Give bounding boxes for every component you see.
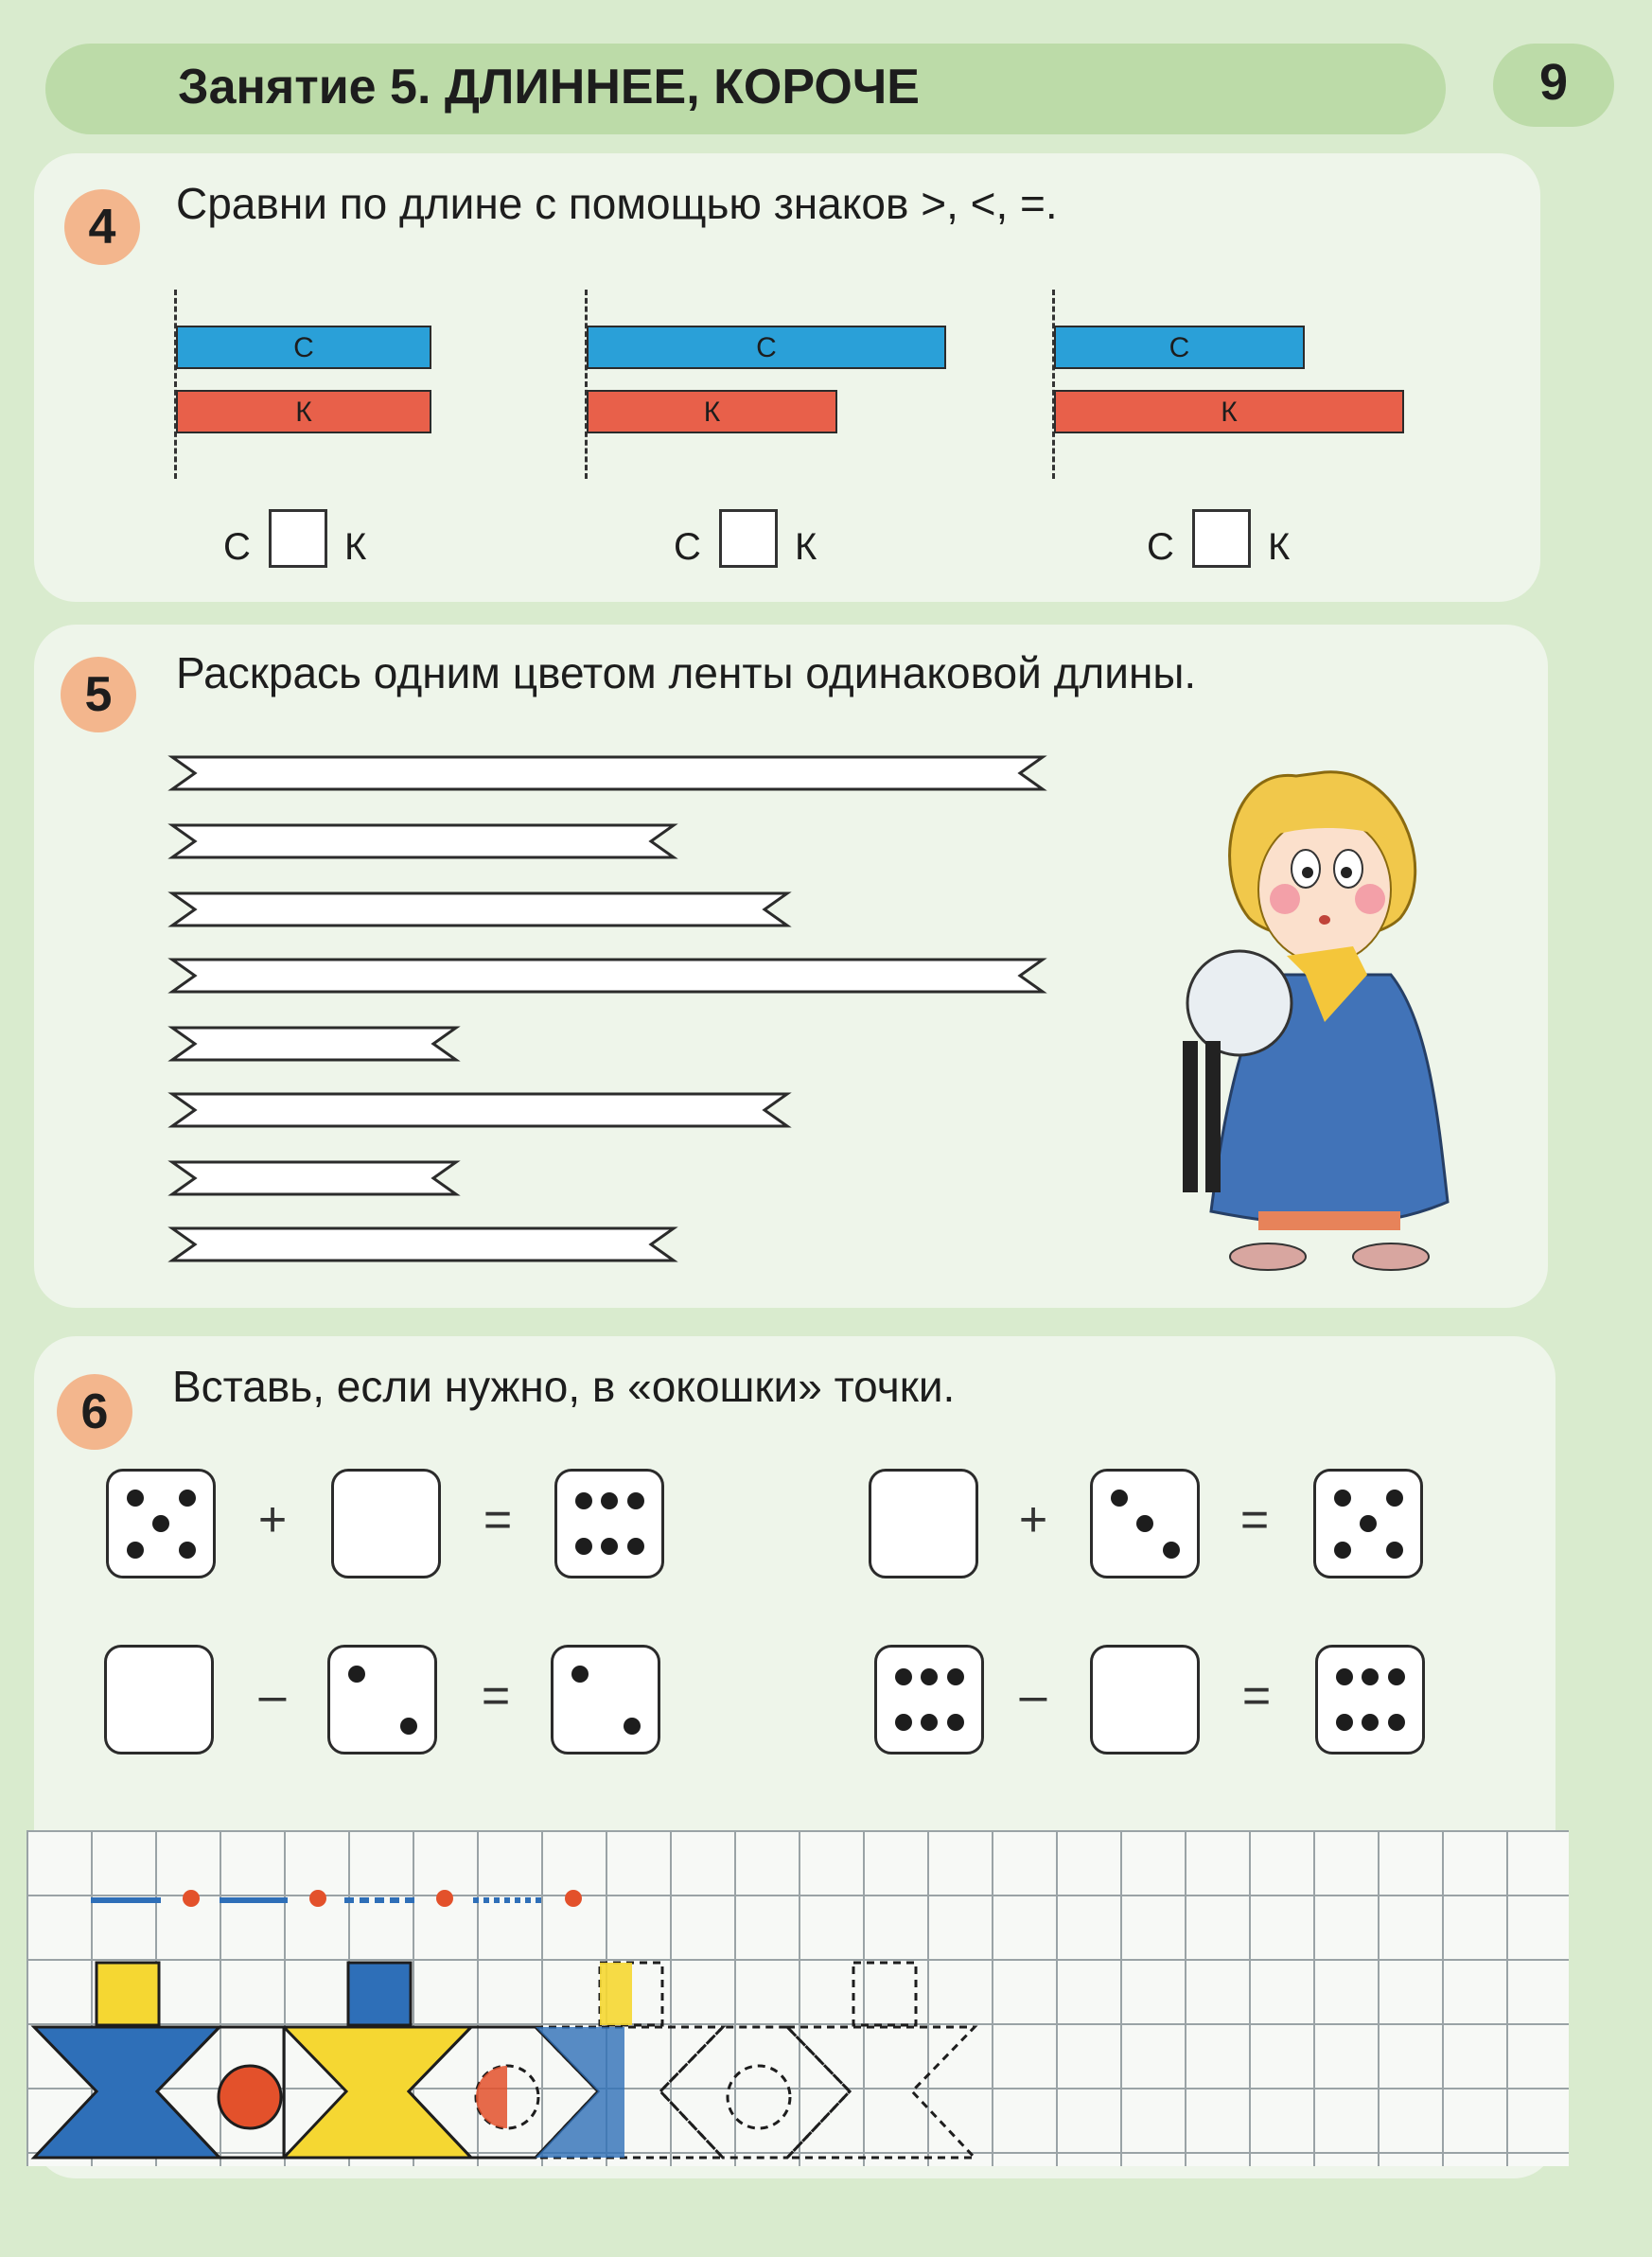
strip-label: К xyxy=(703,397,721,428)
strip-label: К xyxy=(1221,397,1238,428)
strip-label: К xyxy=(295,397,312,428)
square-shape xyxy=(348,1963,411,2025)
compare-left-label: С xyxy=(223,526,251,568)
hourglass-shape xyxy=(284,2027,471,2158)
task5-number: 5 xyxy=(61,657,136,732)
strip-label: С xyxy=(293,332,314,363)
sequence-dot xyxy=(309,1890,326,1907)
hourglass-partial-fill xyxy=(536,2027,624,2158)
compare-right-label: К xyxy=(1268,526,1291,568)
equals-sign: = xyxy=(1239,1492,1270,1547)
strip-label: С xyxy=(756,332,777,363)
sequence-dot xyxy=(436,1890,453,1907)
minus-sign: – xyxy=(1019,1668,1047,1723)
equals-sign: = xyxy=(481,1668,511,1723)
task6-instruction: Вставь, если нужно, в «окошки» точки. xyxy=(172,1362,956,1411)
sequence-dot xyxy=(183,1890,200,1907)
equals-sign: = xyxy=(483,1492,513,1547)
square-shape xyxy=(97,1963,159,2025)
circle-dashed xyxy=(728,2066,790,2128)
task5-instruction: Раскрась одним цветом ленты одинаковой длины. xyxy=(176,648,1197,697)
task6-number: 6 xyxy=(57,1374,132,1450)
plus-sign: + xyxy=(257,1492,288,1547)
compare-left-label: С xyxy=(1147,526,1174,568)
hourglass-shape xyxy=(34,2027,220,2158)
strip-label: С xyxy=(1169,332,1190,363)
compare-left-label: С xyxy=(674,526,701,568)
page-number: 9 xyxy=(1538,54,1569,111)
task4-number: 4 xyxy=(64,189,140,265)
square-dashed xyxy=(853,1963,916,2025)
compare-right-label: К xyxy=(795,526,817,568)
task4-instruction: Сравни по длине с помощью знаков >, <, =. xyxy=(176,179,1058,228)
plus-sign: + xyxy=(1018,1492,1048,1547)
sequence-dot xyxy=(565,1890,582,1907)
equals-sign: = xyxy=(1241,1668,1272,1723)
hexagon-dashed xyxy=(660,2027,850,2158)
circle-shape xyxy=(219,2066,281,2128)
minus-sign: – xyxy=(258,1668,287,1723)
circle-partial-fill xyxy=(476,2066,507,2128)
hourglass-dashed xyxy=(787,2027,975,2158)
square-partial-fill xyxy=(600,1963,632,2025)
page-title: Занятие 5. ДЛИННЕЕ, КОРОЧЕ xyxy=(178,60,920,115)
compare-right-label: К xyxy=(344,526,367,568)
